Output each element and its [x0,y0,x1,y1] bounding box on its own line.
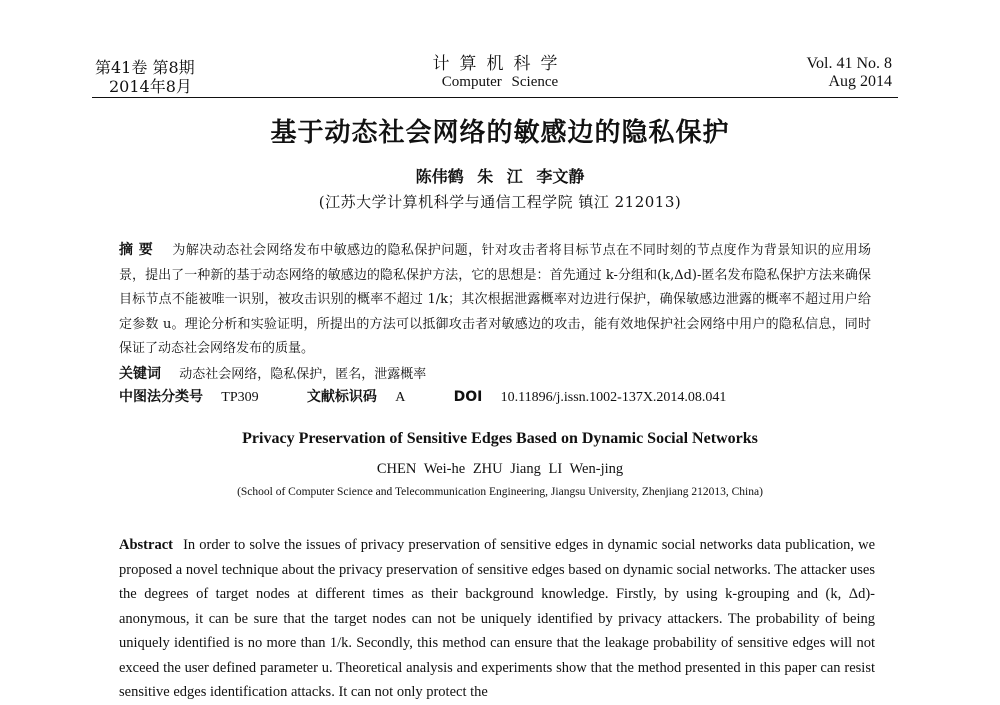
authors-en: CHEN Wei-he ZHU Jiang LI Wen-jing [376,461,624,477]
abstract-en [119,533,876,700]
abstract-cn-label: 摘 要 [119,242,154,258]
abstract-cn-text: 为解决动态社会网络发布中敏感边的隐私保护问题，针对攻击者将目标节点在不同时刻的节点度作为背景知识的应用场景，提出了一种新的基于动态网络的敏感边的隐私保护方法，它的思想是：首先通过 k-分组和(k,Δd)-匿名发布隐私保护方法来确保目标节点不能被唯一识别，被攻击识别的概率不超过 1/k；其次根据泄露概率对边进行保护，确保敏感边泄露的概率不超过用户给定参数 u。理论分析和实验证明，所提出的方法可以抵御攻击者对敏感边的攻击，能有效地保护社会网络中用户的隐私信息，同时保证了动态社会网络发布的质量。 [119,243,871,356]
header-volume-issue: 第41卷 第8期 [95,58,195,77]
clc-label: 中图法分类号 [119,389,203,405]
affiliation-en: (School of Computer Science and Telecommunication Engineering, Jiangsu University, Zhenjiang 212013, China) [237,486,763,498]
keywords-cn-text: 动态社会网络，隐私保护，匿名，泄露概率 [179,367,427,382]
header-volume-en [807,55,893,91]
doc-code-value: A [395,390,406,405]
doc-code-label: 文献标识码 [306,389,377,405]
header-vol-no: Vol. 41 No. 8 [806,55,892,72]
paper-title-en: Privacy Preservation of Sensitive Edges Based on Dynamic Social Networks [242,430,758,447]
header-date-en: Aug 2014 [828,73,892,90]
header-date-cn: 2014年8月 [109,77,192,96]
classification-line [119,386,879,406]
header-divider [92,97,898,98]
abstract-cn [119,238,871,362]
paper-title-cn: 基于动态社会网络的敏感边的隐私保护 [270,118,730,148]
abstract-en-text: In order to solve the issues of privacy preservation of sensitive edges in dynamic social networks data publication, we proposed a novel technique about the privacy preservation of sensitive edges based on dynamic social networks. The attacker uses the degrees of target nodes at different times as their background knowledge. Firstly, by using k-grouping and (k, Δd)-anonymous, it can be sure that the target nodes can not be uniquely identified by privacy attackers. The probability of being uniquely identified is no more than 1/k. Secondly, this method can ensure that the leakage probability of sensitive edges will not exceed the user defined parameter u. Theoretical analysis and experiments show that the method presented in this paper can resist sensitive edges identification attacks. It can not only protect the [119,537,876,700]
affiliation-cn: (江苏大学计算机科学与通信工程学院 镇江 212013) [318,193,682,211]
journal-name-cn: 计算机科学 [432,54,568,74]
doi-label: DOI [453,389,483,405]
keywords-cn-label: 关键词 [119,366,161,382]
keywords-cn [119,363,871,383]
doi-value: 10.11896/j.issn.1002-137X.2014.08.041 [500,390,727,405]
clc-value: TP309 [221,390,259,405]
authors-cn: 陈伟鹤 朱 江 李文静 [415,167,585,186]
journal-name-en: Computer Science [441,74,559,90]
abstract-en-label: Abstract [119,537,173,553]
